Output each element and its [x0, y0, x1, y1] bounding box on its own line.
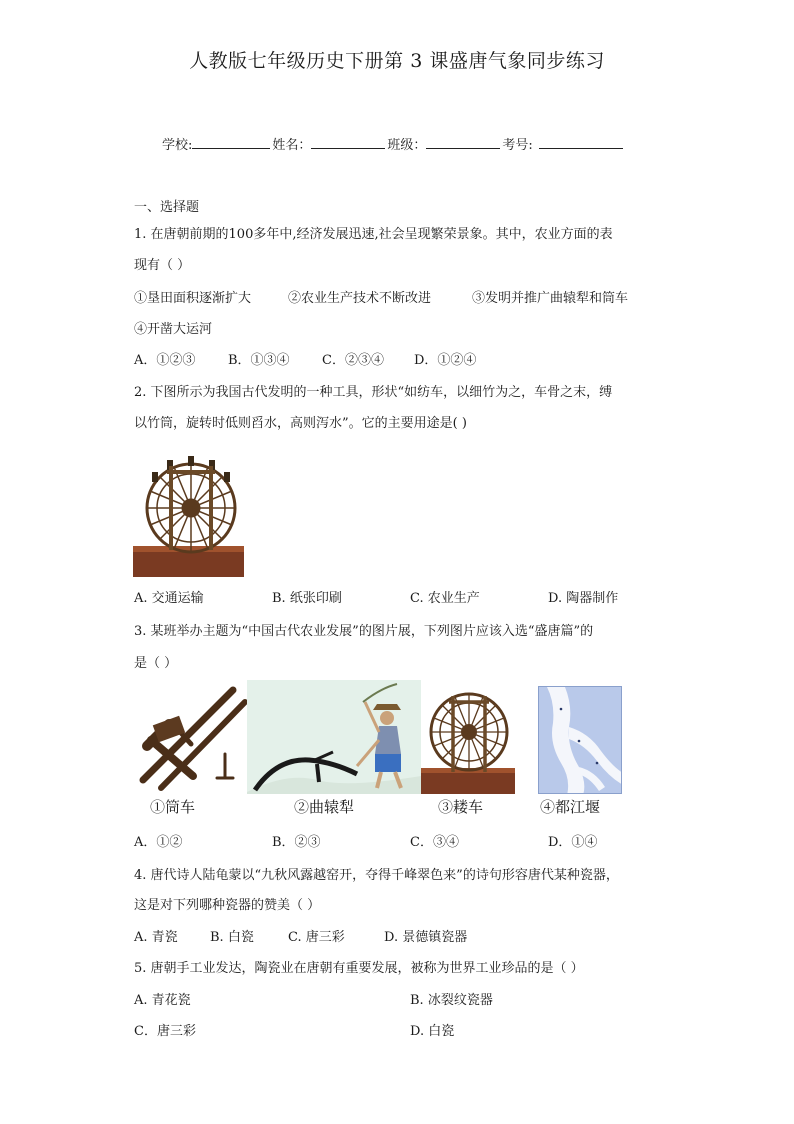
q4-option-c[interactable]: C. 唐三彩 [288, 930, 345, 945]
exam-no-label: 考号: [502, 138, 533, 153]
school-label: 学校: [162, 138, 193, 153]
q3-stem-line2: 是（ ） [134, 656, 178, 671]
dujiangyan-map-drawing [539, 687, 622, 794]
q1-item-3: ③发明并推广曲辕犁和筒车 [472, 291, 629, 306]
q1-stem-line2: 现有（ ） [134, 258, 191, 273]
class-blank[interactable] [426, 136, 500, 149]
q3-image-3 [421, 680, 515, 794]
q4-option-a[interactable]: A. 青瓷 [134, 930, 178, 945]
school-blank[interactable] [192, 136, 270, 149]
q5-stem-line1: 5. 唐朝手工业发达，陶瓷业在唐朝有重要发展，被称为世界工业珍品的是（ ） [134, 961, 584, 976]
q1-option-d[interactable]: D．①②④ [414, 353, 477, 368]
q2-stem-line2: 以竹筒，旋转时低则舀水，高则泻水”。它的主要用途是( ) [134, 416, 467, 431]
q3-caption-2: ②曲辕犁 [294, 798, 355, 816]
q1-item-4: ④开凿大运河 [134, 322, 213, 337]
q3-image-1 [133, 680, 247, 794]
waterwheel-small-drawing [421, 680, 515, 794]
q3-option-d[interactable]: D．①④ [548, 835, 598, 850]
q3-option-c[interactable]: C．③④ [410, 835, 459, 850]
q3-option-a[interactable]: A．①② [134, 835, 183, 850]
q5-option-b[interactable]: B. 冰裂纹瓷器 [410, 993, 493, 1008]
section-heading: 一、选择题 [134, 200, 200, 215]
q1-item-2: ②农业生产技术不断改进 [288, 291, 432, 306]
q3-option-b[interactable]: B．②③ [272, 835, 321, 850]
q1-option-b[interactable]: B．①③④ [228, 353, 290, 368]
q4-option-b[interactable]: B. 白瓷 [210, 930, 254, 945]
q5-option-d[interactable]: D. 白瓷 [410, 1024, 455, 1039]
waterwheel-drawing [133, 446, 244, 577]
q1-option-a[interactable]: A．①②③ [134, 353, 196, 368]
q2-option-c[interactable]: C. 农业生产 [410, 591, 480, 606]
q3-image-2 [247, 680, 421, 794]
q3-caption-1: ①筒车 [150, 798, 196, 816]
class-label: 班级： [387, 138, 427, 153]
exam-no-blank[interactable] [539, 136, 623, 149]
q2-option-d[interactable]: D. 陶器制作 [548, 591, 619, 606]
q1-option-c[interactable]: C．②③④ [322, 353, 384, 368]
q2-option-b[interactable]: B. 纸张印刷 [272, 591, 342, 606]
q1-item-1: ①垦田面积逐渐扩大 [134, 291, 252, 306]
name-blank[interactable] [311, 136, 385, 149]
name-label: 姓名： [272, 138, 312, 153]
page-title: 人教版七年级历史下册第 3 课盛唐气象同步练习 [189, 50, 605, 72]
waterwheel-image [133, 446, 244, 577]
q5-option-a[interactable]: A. 青花瓷 [134, 993, 191, 1008]
wooden-seeder-drawing [133, 680, 247, 794]
q4-option-d[interactable]: D. 景德镇瓷器 [384, 930, 468, 945]
q3-caption-3: ③耧车 [438, 798, 484, 816]
q4-stem-line1: 4. 唐代诗人陆龟蒙以“九秋风露越窑开，夺得千峰翠色来”的诗句形容唐代某种瓷器， [134, 868, 619, 883]
student-info-row [162, 134, 625, 153]
q1-stem-line1: 1. 在唐朝前期的100多年中,经济发展迅速,社会呈现繁荣景象。其中，农业方面的表 [134, 227, 613, 242]
q3-stem-line1: 3. 某班举办主题为“中国古代农业发展”的图片展，下列图片应该入选“盛唐篇”的 [134, 624, 594, 639]
q3-caption-4: ④都江堰 [540, 798, 601, 816]
q2-stem-line1: 2. 下图所示为我国古代发明的一种工具，形状“如纺车，以细竹为之，车骨之末，缚 [134, 385, 613, 400]
q2-option-a[interactable]: A. 交通运输 [134, 591, 204, 606]
q5-option-c[interactable]: C．唐三彩 [134, 1024, 196, 1039]
plowing-farmer-drawing [247, 680, 421, 794]
q4-stem-line2: 这是对下列哪种瓷器的赞美（ ） [134, 898, 321, 913]
q3-image-4 [538, 686, 622, 794]
